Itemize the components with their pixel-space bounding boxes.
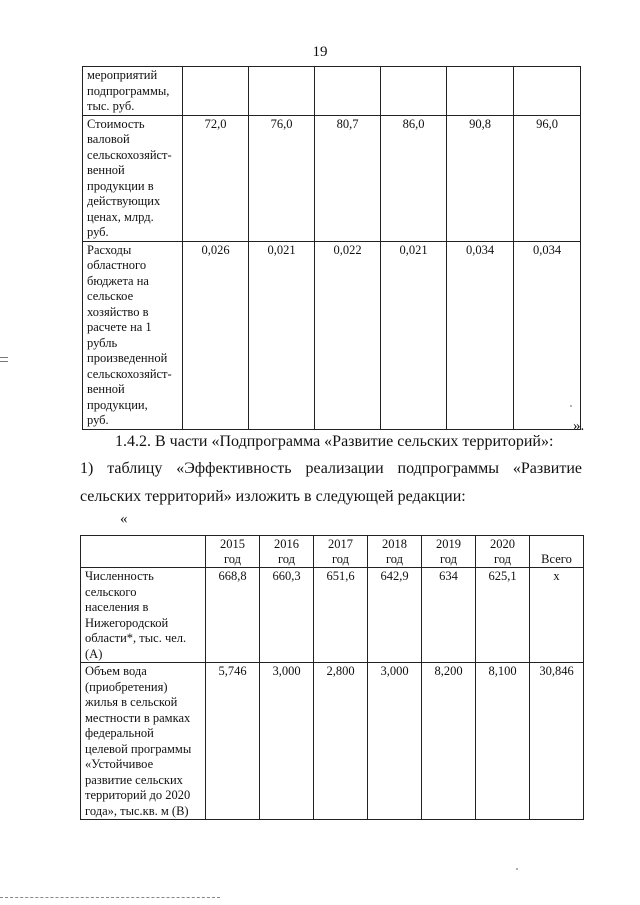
header-cell: 2016 год (260, 536, 314, 568)
table-cell: 651,6 (314, 568, 368, 663)
table-cell: 72,0 (183, 115, 249, 241)
table-cell: 8,100 (476, 663, 530, 820)
table-cell: 0,021 (381, 241, 447, 429)
paragraph-section-heading: 1.4.2. В части «Подпрограмма «Развитие сельских территорий»: (115, 433, 554, 450)
table-cell: х (530, 568, 584, 663)
table-row (81, 568, 584, 663)
table-cell: 0,034 (447, 241, 514, 429)
table-row (83, 241, 581, 429)
row-label: Стоимость валовой сельскохозяйст- венной продукции в действующих ценах, млрд. руб. (83, 115, 183, 241)
table-cell: 8,200 (422, 663, 476, 820)
scan-margin-mark (0, 357, 8, 358)
paragraph-instruction-line2: сельских территорий» изложить в следующей редакции: (80, 488, 466, 505)
table-cell (249, 67, 315, 116)
table-cell: 3,000 (260, 663, 314, 820)
table-cell (447, 67, 514, 116)
header-cell: Всего (530, 536, 584, 568)
table-cell: 625,1 (476, 568, 530, 663)
table-cell: 96,0 (514, 115, 581, 241)
table-row (81, 663, 584, 820)
header-cell: 2017 год (314, 536, 368, 568)
header-cell: 2015 год (206, 536, 260, 568)
table-cell: 660,3 (260, 568, 314, 663)
scan-speck (516, 868, 518, 870)
efficiency-table (80, 535, 584, 820)
table-cell: 642,9 (368, 568, 422, 663)
header-cell (81, 536, 206, 568)
page-number: 19 (312, 44, 328, 60)
table-cell: 0,026 (183, 241, 249, 429)
header-cell: 2019 год (422, 536, 476, 568)
scan-bottom-edge (0, 897, 220, 898)
indicators-table-continued (82, 66, 581, 430)
header-cell: 2020 год (476, 536, 530, 568)
table-cell: 5,746 (206, 663, 260, 820)
table-cell: 80,7 (315, 115, 381, 241)
table-cell: 2,800 (314, 663, 368, 820)
table-header-row (81, 536, 584, 568)
table-cell (183, 67, 249, 116)
row-label: Численность сельского населения в Нижегородской области*, тыс. чел. (А) (81, 568, 206, 663)
table-row (83, 67, 581, 116)
scan-margin-mark (0, 361, 8, 362)
row-label: Объем вода (приобретения) жилья в сельской местности в рамках федеральной целевой программы «Устойчивое развитие сельских территорий до 2020 года», тыс.кв. м (В) (81, 663, 206, 820)
table-cell: 0,021 (249, 241, 315, 429)
table-cell (381, 67, 447, 116)
row-label: Расходы областного бюджета на сельское хозяйство в расчете на 1 рубль произведенной сельскохозяйст- венной продукции, руб. (83, 241, 183, 429)
table-cell: 86,0 (381, 115, 447, 241)
table-cell: 634 (422, 568, 476, 663)
table-cell: 668,8 (206, 568, 260, 663)
table-cell: 3,000 (368, 663, 422, 820)
table-cell: 90,8 (447, 115, 514, 241)
scan-speck (570, 405, 572, 407)
table-cell (315, 67, 381, 116)
table-cell: 0,034 (514, 241, 581, 429)
closing-quote: ». (573, 418, 585, 434)
header-cell: 2018 год (368, 536, 422, 568)
table-cell (514, 67, 581, 116)
table-cell: 0,022 (315, 241, 381, 429)
paragraph-instruction-line1: 1) таблицу «Эффективность реализации подпрограммы «Развитие (80, 460, 582, 477)
opening-quote: « (120, 511, 128, 527)
row-label: мероприятий подпрограммы, тыс. руб. (83, 67, 183, 116)
table-cell: 30,846 (530, 663, 584, 820)
table-row (83, 115, 581, 241)
table-cell: 76,0 (249, 115, 315, 241)
